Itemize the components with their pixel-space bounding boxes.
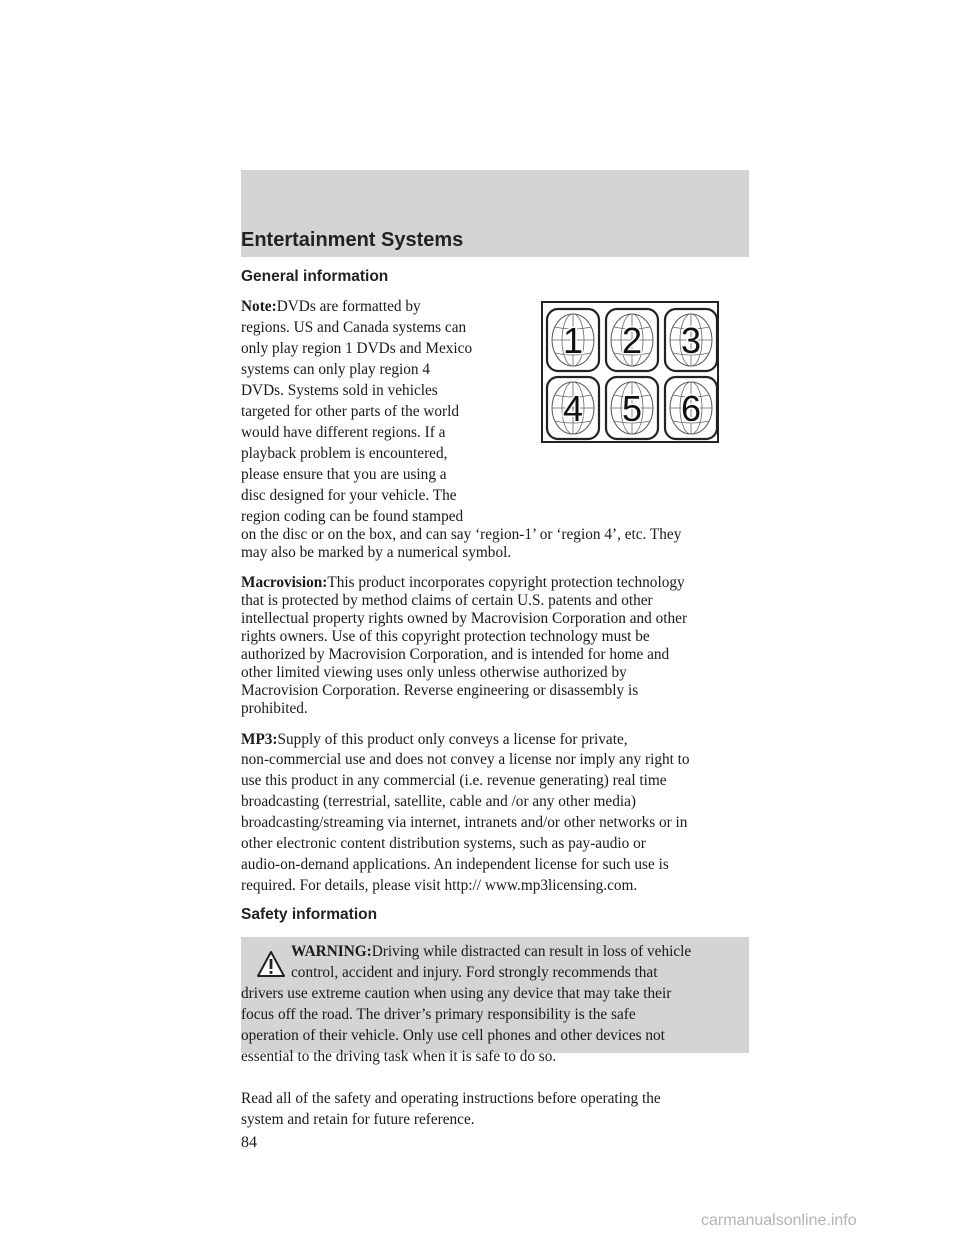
warning-triangle-icon — [256, 950, 286, 978]
mp3-line-3: use this product in any commercial (i.e. revenue generating) real time — [241, 772, 667, 789]
macrovision-line-2: that is protected by method claims of certain U.S. patents and other — [241, 592, 653, 609]
mp3-line-8: required. For details, please visit http:// www.mp3licensing.com. — [241, 877, 638, 894]
note-line-4: systems can only play region 4 — [241, 361, 431, 378]
macrovision-line-4: rights owners. Use of this copyright protection technology must be — [241, 628, 650, 645]
warning-line-2: control, accident and injury. Ford strongly recommends that — [291, 964, 658, 981]
macrovision-line-5: authorized by Macrovision Corporation, and is intended for home and — [241, 646, 670, 663]
note-line-6: targeted for other parts of the world — [241, 403, 460, 420]
mp3-line-6: other electronic content distribution systems, such as pay-audio or — [241, 835, 646, 852]
page-number: 84 — [241, 1134, 257, 1151]
macrovision-line-6: other limited viewing uses only unless otherwise authorized by — [241, 664, 627, 681]
macrovision-line-7: Macrovision Corporation. Reverse engineering or disassembly is — [241, 682, 639, 699]
region-2-label: 2 — [621, 320, 643, 361]
note-line-11: region coding can be found stamped — [241, 508, 464, 525]
note-line-12: on the disc or on the box, and can say ‘region-1’ or ‘region 4’, etc. They — [241, 526, 682, 543]
region-5-label: 5 — [621, 388, 643, 429]
warning-line-5: operation of their vehicle. Only use cell phones and other devices not — [241, 1027, 665, 1044]
region-globes-svg — [543, 303, 721, 445]
note-label: Note: — [241, 298, 277, 315]
region-3-label: 3 — [680, 320, 702, 361]
macrovision-line-1: Macrovision:This product incorporates copyright protection technology — [241, 574, 685, 591]
warning-line-1: WARNING:Driving while distracted can result in loss of vehicle — [291, 943, 692, 960]
watermark: carmanualsonline.info — [701, 1212, 857, 1229]
safety-information-heading: Safety information — [241, 906, 378, 923]
note-line-1: Note:DVDs are formatted by — [241, 298, 421, 315]
note-line-13: may also be marked by a numerical symbol. — [241, 544, 512, 561]
macrovision-line-8: prohibited. — [241, 700, 308, 717]
note-line-5: DVDs. Systems sold in vehicles — [241, 382, 438, 399]
read-line-1: Read all of the safety and operating instructions before operating the — [241, 1090, 661, 1107]
region-6-label: 6 — [680, 388, 702, 429]
warning-label: WARNING: — [291, 943, 372, 960]
warning-line-3: drivers use extreme caution when using any device that may take their — [241, 985, 672, 1002]
region-1-label: 1 — [562, 320, 584, 361]
mp3-line-5: broadcasting/streaming via internet, intranets and/or other networks or in — [241, 814, 688, 831]
macrovision-line-3: intellectual property rights owned by Macrovision Corporation and other — [241, 610, 688, 627]
warning-line-4: focus off the road. The driver’s primary responsibility is the safe — [241, 1006, 636, 1023]
dvd-region-codes-figure — [541, 301, 719, 443]
macrovision-label: Macrovision: — [241, 574, 328, 591]
general-information-heading: General information — [241, 268, 389, 285]
note-line-9: please ensure that you are using a — [241, 466, 447, 483]
note-line-7: would have different regions. If a — [241, 424, 446, 441]
note-line-2: regions. US and Canada systems can — [241, 319, 467, 336]
section-title: Entertainment Systems — [241, 229, 464, 251]
region-4-label: 4 — [562, 388, 584, 429]
read-line-2: system and retain for future reference. — [241, 1111, 475, 1128]
mp3-line-1: MP3:Supply of this product only conveys a license for private, — [241, 731, 628, 748]
note-line-8: playback problem is encountered, — [241, 445, 448, 462]
mp3-line-7: audio-on-demand applications. An independent license for such use is — [241, 856, 669, 873]
note-line-3: only play region 1 DVDs and Mexico — [241, 340, 473, 357]
note-line-10: disc designed for your vehicle. The — [241, 487, 457, 504]
mp3-label: MP3: — [241, 731, 278, 748]
mp3-line-2: non-commercial use and does not convey a license nor imply any right to — [241, 751, 690, 768]
mp3-line-4: broadcasting (terrestrial, satellite, cable and /or any other media) — [241, 793, 637, 810]
warning-line-6: essential to the driving task when it is safe to do so. — [241, 1048, 557, 1065]
